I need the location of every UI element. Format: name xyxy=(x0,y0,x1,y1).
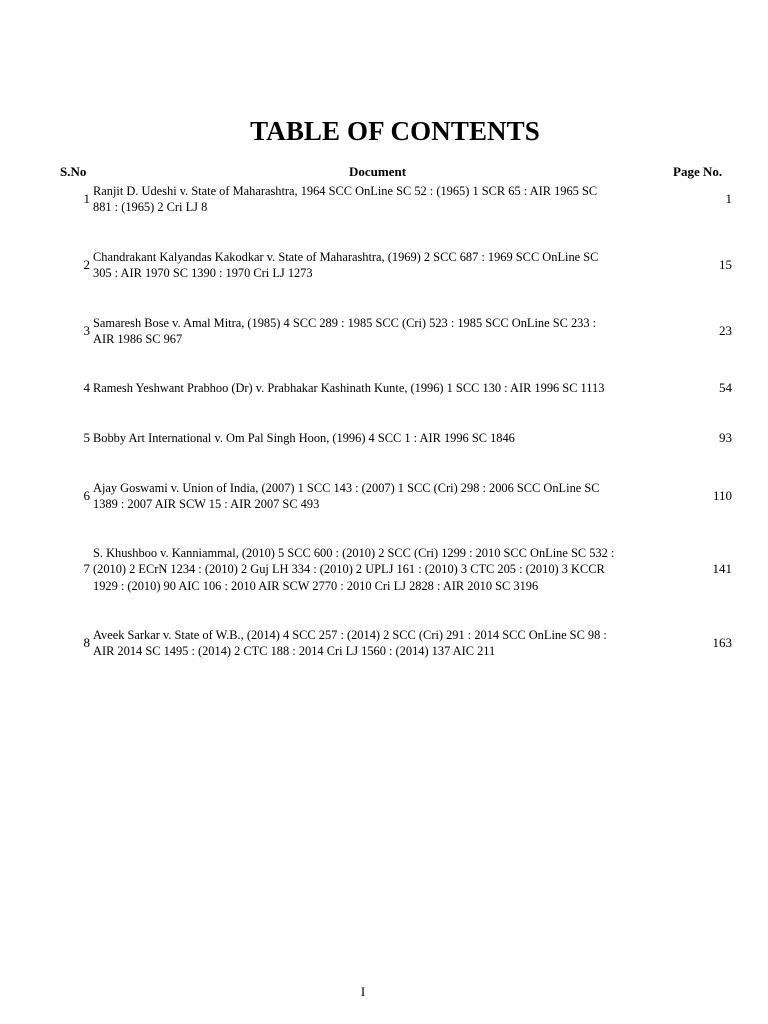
entry-document-citation: S. Khushboo v. Kanniammal, (2010) 5 SCC 600 : (2010) 2 SCC (Cri) 1299 : 2010 SCC OnLine SC 532 : (2010) 2 ECrN 1234 : (2010) 2 Guj LH 334 : (2010) 2 UPLJ 161 : (2010) 3 CTC 205 : (2010) 3 KCCR 1929 : (2010) 90 AIC 106 : 2010 AIR SCW 2770 : 2010 Cri LJ 2828 : AIR 2010 SC 3196 xyxy=(93,546,615,593)
entry-document-citation: Bobby Art International v. Om Pal Singh Hoon, (1996) 4 SCC 1 : AIR 1996 SC 1846 xyxy=(93,431,515,445)
header-sno: S.No xyxy=(60,164,87,179)
entry-serial-number: 1 xyxy=(83,191,90,206)
entry-page-number: 54 xyxy=(719,380,732,395)
entry-page-number: 163 xyxy=(712,635,732,650)
entry-document-citation: Aveek Sarkar v. State of W.B., (2014) 4 SCC 257 : (2014) 2 SCC (Cri) 291 : 2014 SCC OnLine SC 98 : AIR 2014 SC 1495 : (2014) 2 CTC 188 : 2014 Cri LJ 1560 : (2014) 137 AIC 211 xyxy=(93,628,607,659)
entry-page-number: 15 xyxy=(719,257,732,272)
entry-serial-number: 7 xyxy=(83,561,90,576)
entry-document-citation: Ajay Goswami v. Union of India, (2007) 1 SCC 143 : (2007) 1 SCC (Cri) 298 : 2006 SCC OnLine SC 1389 : 2007 AIR SCW 15 : AIR 2007 SC 493 xyxy=(93,481,600,512)
entry-serial-number: 6 xyxy=(83,488,90,503)
entry-page-number: 1 xyxy=(725,191,732,206)
page-title: TABLE OF CONTENTS xyxy=(250,116,540,146)
entry-serial-number: 8 xyxy=(83,635,90,650)
entry-page-number: 110 xyxy=(712,488,732,503)
entry-serial-number: 2 xyxy=(83,257,90,272)
entry-page-number: 93 xyxy=(719,430,732,445)
header-document: Document xyxy=(349,164,407,179)
entry-page-number: 141 xyxy=(712,561,732,576)
entry-document-citation: Ranjit D. Udeshi v. State of Maharashtra, 1964 SCC OnLine SC 52 : (1965) 1 SCR 65 : AIR 1965 SC 881 : (1965) 2 Cri LJ 8 xyxy=(93,184,598,215)
entry-serial-number: 3 xyxy=(83,323,90,338)
entry-document-citation: Chandrakant Kalyandas Kakodkar v. State of Maharashtra, (1969) 2 SCC 687 : 1969 SCC OnLine SC 305 : AIR 1970 SC 1390 : 1970 Cri LJ 1273 xyxy=(93,250,599,281)
entry-document-citation: Ramesh Yeshwant Prabhoo (Dr) v. Prabhakar Kashinath Kunte, (1996) 1 SCC 130 : AIR 1996 SC 1113 xyxy=(93,381,605,395)
footer-page-number: I xyxy=(360,984,366,999)
entry-page-number: 23 xyxy=(719,323,732,338)
header-page-no: Page No. xyxy=(673,164,723,179)
entry-document-citation: Samaresh Bose v. Amal Mitra, (1985) 4 SCC 289 : 1985 SCC (Cri) 523 : 1985 SCC OnLine SC 233 : AIR 1986 SC 967 xyxy=(93,316,597,347)
entry-serial-number: 4 xyxy=(83,380,90,395)
entry-serial-number: 5 xyxy=(83,430,90,445)
